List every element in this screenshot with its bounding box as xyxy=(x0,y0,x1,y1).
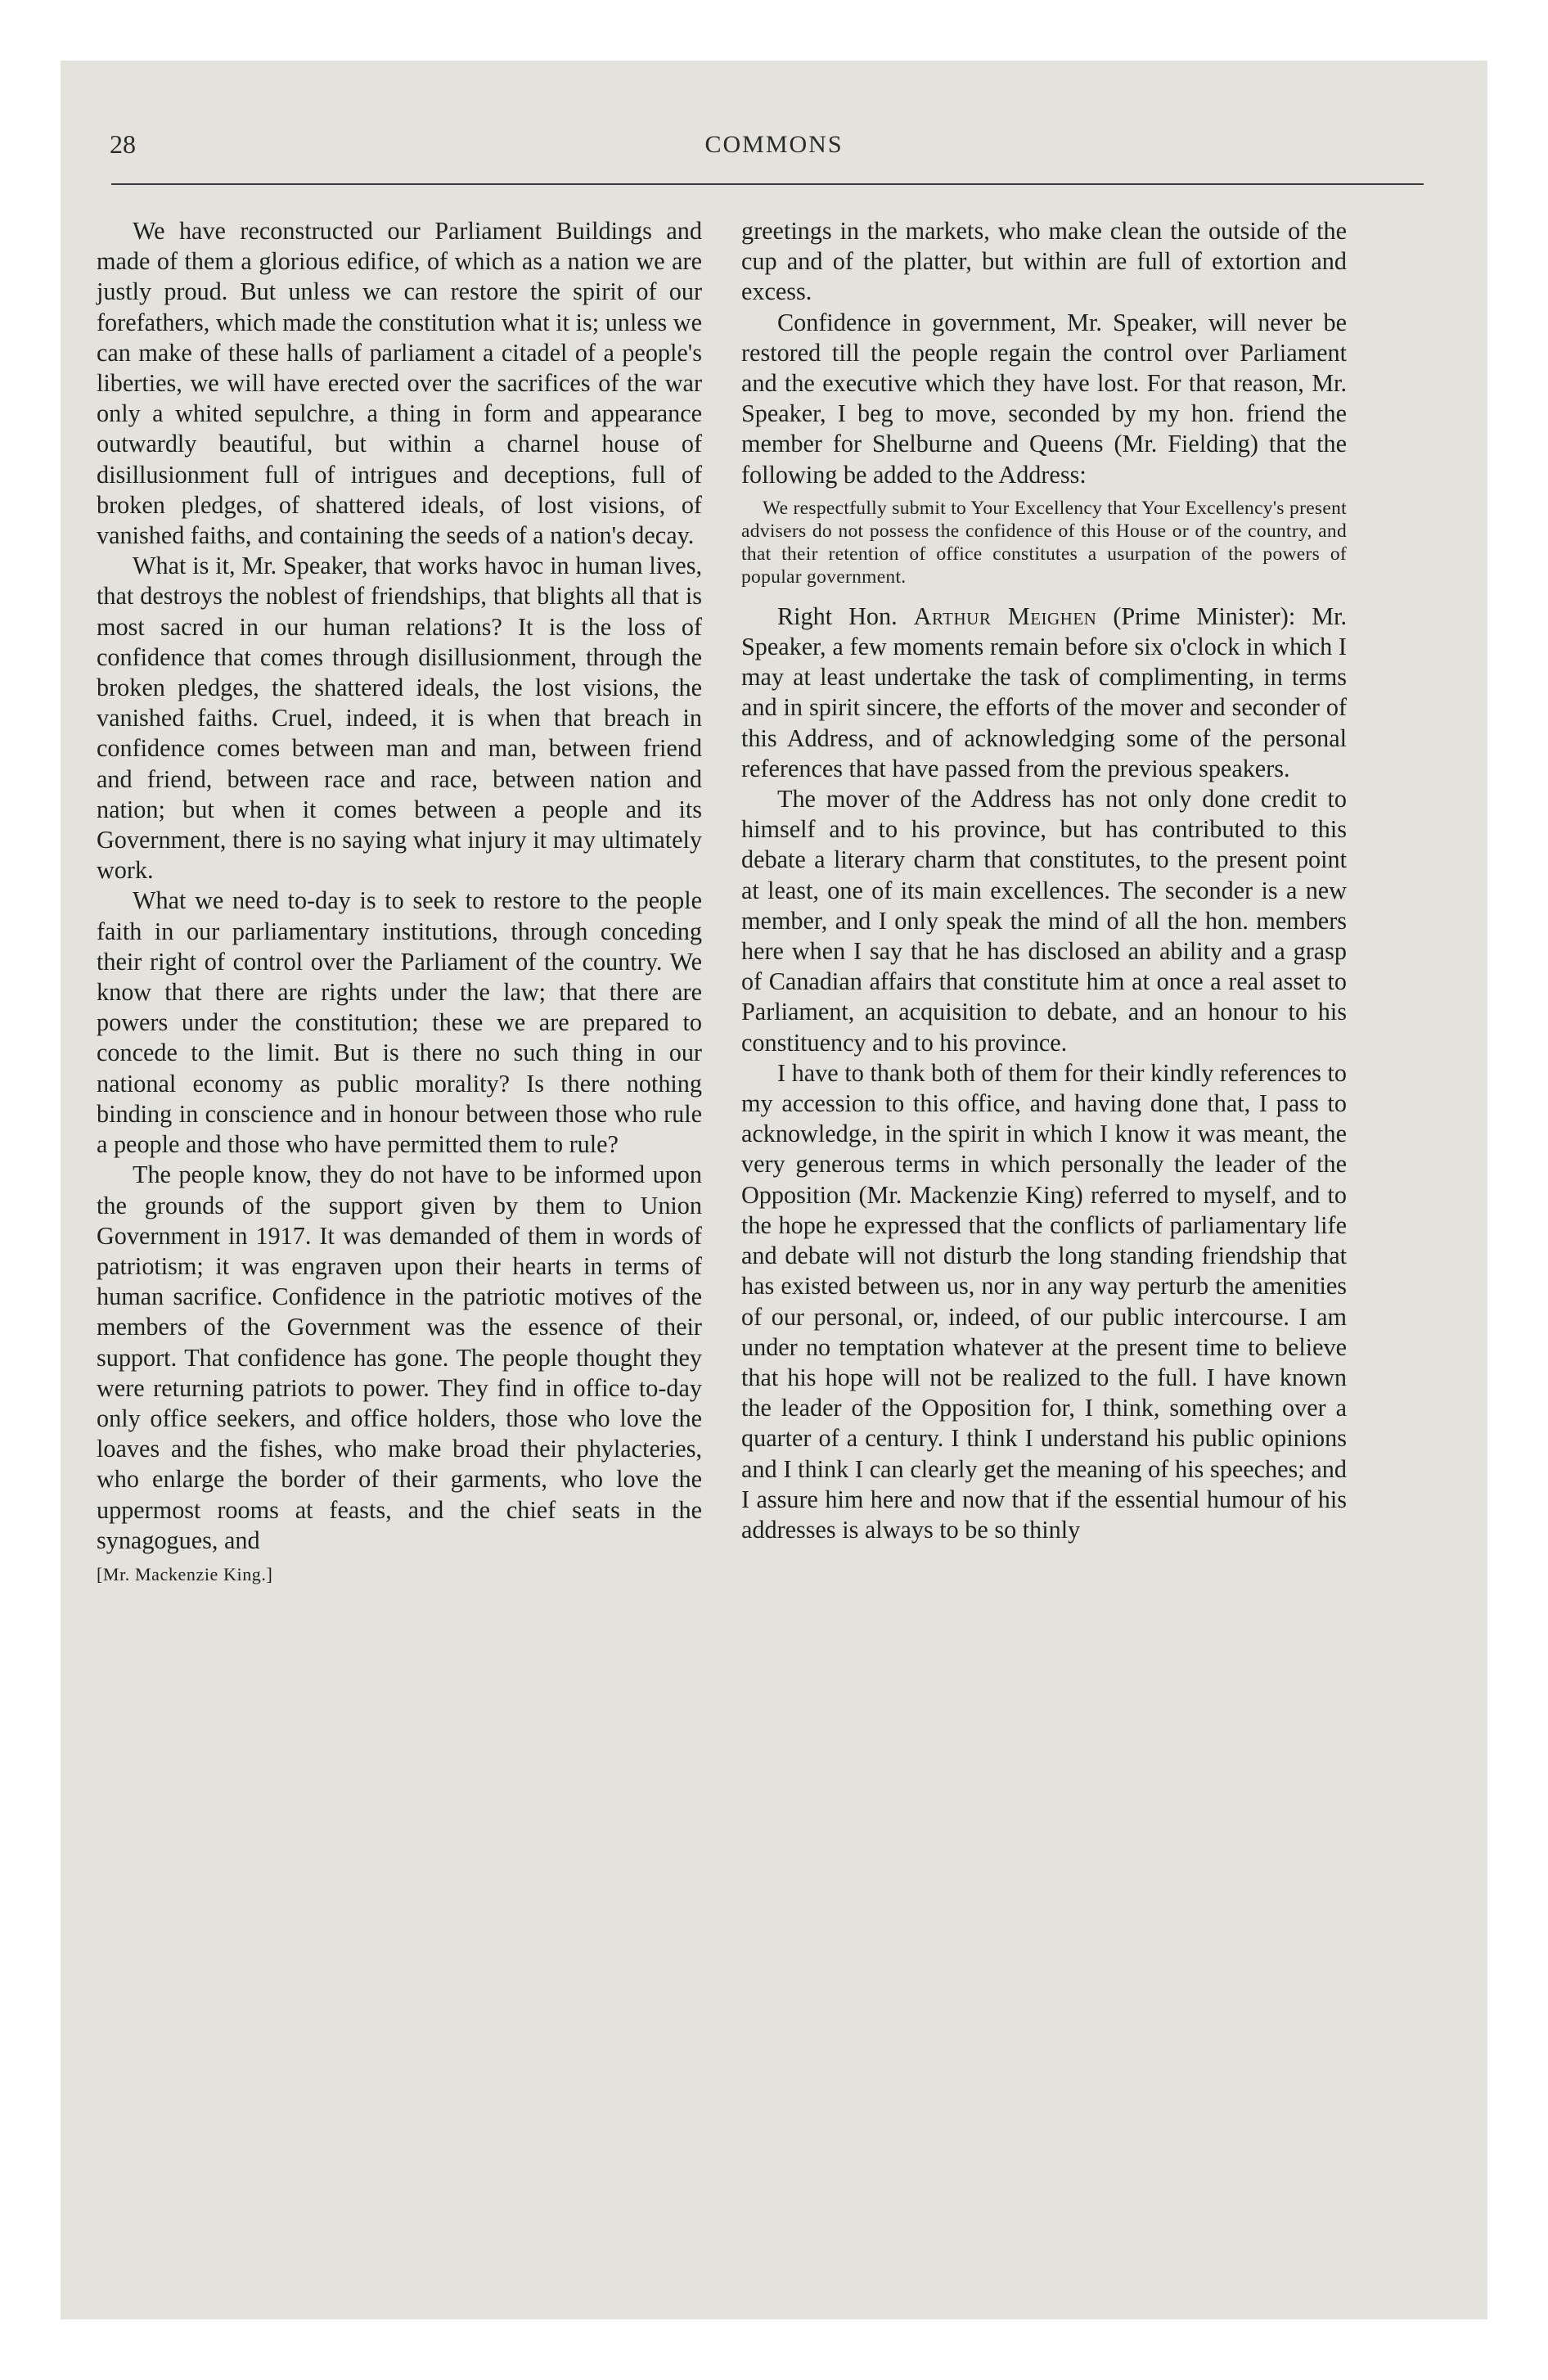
paragraph: What we need to-day is to seek to restore to the people faith in our parliamentary institutions, through conceding their right of control over the Parliament of the country. We know that there are rights under the law; that there are powers under the constitution; these we are prepared to concede to the limit. But is there no such thing in our national economy as public morality? Is there nothing binding in conscience and in honour between those who rule a people and those who have permitted them to rule? xyxy=(97,886,702,1159)
paragraph: What is it, Mr. Speaker, that works havoc in human lives, that destroys the noblest of friendships, that blights all that is most sacred in our human relations? It is the loss of confidence that comes through disillusionment, through the broken pledges, the shattered ideals, the lost visions, the vanished faiths. Cruel, indeed, it is when that breach in confidence comes between man and man, between friend and friend, between race and race, between nation and nation; but when it comes between a people and its Government, there is no saying what injury it may ultimately work. xyxy=(97,552,702,885)
page-number: 28 xyxy=(110,129,136,159)
speaker-title: Right Hon. xyxy=(777,602,914,630)
speech-text: (Prime Minister): Mr. Speaker, a few moments remain before six o'clock in which I may at least undertake the task of complimenting, in terms and in spirit sincere, the efforts of the mover and seconder of this Address, and of acknowledging some of the personal references that have passed from the previous speakers. xyxy=(741,602,1348,782)
paragraph: greetings in the markets, who make clean the outside of the cup and of the platter, but within are full of extortion and excess. xyxy=(741,217,1347,306)
paragraph: The mover of the Address has not only done credit to himself and to his province, but has contributed to this debate a literary charm that constitutes, to the present point at least, one of its main excellences. The seconder is a new member, and I only speak the mind of all the hon. members here when I say that he has disclosed an ability and a grasp of Canadian affairs that constitute him at once a real asset to Parliament, an acquisition to debate, and an honour to his constituency and to his province. xyxy=(741,785,1347,1057)
paragraph: I have to thank both of them for their kindly references to my accession to this office, and having done that, I pass to acknowledge, in the spirit in which I know it was meant, the very generous terms in which personally the leader of the Opposition (Mr. Mackenzie King) referred to myself, and to the hope he expressed that the conflicts of parliamentary life and debate will not disturb the long standing friendship that has existed between us, nor in any way perturb the amenities of our personal, or, indeed, of our public intercourse. I am under no temptation whatever at the present time to believe that his hope will not be realized to the full. I have known the leader of the Opposition for, I think, something over a quarter of a century. I think I understand his public opinions and I think I can clearly get the meaning of his speeches; and I assure him here and now that if the essential humour of his addresses is always to be so thinly xyxy=(741,1058,1347,1544)
right-column xyxy=(741,216,1347,1545)
speaker-paragraph xyxy=(741,602,1347,784)
amendment-quote: We respectfully submit to Your Excellency that Your Excellency's present advisers do not possess the confidence of this House or of the country, and that their retention of office constitutes a usurpation of the powers of popular government. xyxy=(741,497,1347,588)
speaker-name: Arthur Meighen xyxy=(913,602,1097,630)
page-header xyxy=(61,61,1487,192)
paragraph: We have reconstructed our Parliament Buildings and made of them a glorious edifice, of which as a nation we are justly proud. But unless we can restore the spirit of our forefathers, which made the constitution what it is; unless we can make of these halls of parliament a citadel of a people's liberties, we will have erected over the sacrifices of the war only a whited sepulchre, a thing in form and appearance outwardly beautiful, but within a charnel house of disillusionment full of intrigues and deceptions, full of broken pledges, of shattered ideals, of lost visions, of vanished faiths, and containing the seeds of a nation's decay. xyxy=(97,217,702,550)
running-title: COMMONS xyxy=(704,131,844,158)
left-column xyxy=(97,216,702,1589)
paragraph: The people know, they do not have to be informed upon the grounds of the support given by them to Union Government in 1917. It was demanded of them in words of patriotism; it was engraven upon their hearts in terms of human sacrifice. Confidence in the patriotic motives of the members of the Government was the essence of their support. That confidence has gone. The people thought they were returning patriots to power. They find in office to-day only office seekers, and office holders, those who love the loaves and the fishes, who make broad their phylacteries, who enlarge the border of their garments, who love the uppermost rooms at feasts, and the chief seats in the synagogues, and xyxy=(97,1161,702,1554)
paragraph: Confidence in government, Mr. Speaker, will never be restored till the people regain the control over Parliament and the executive which they have lost. For that reason, Mr. Speaker, I beg to move, seconded by my hon. friend the member for Shelburne and Queens (Mr. Fielding) that the following be added to the Address: xyxy=(741,308,1347,489)
speaker-attribution: [Mr. Mackenzie King.] xyxy=(97,1563,273,1584)
header-rule xyxy=(111,183,1424,185)
document-page xyxy=(61,61,1487,2319)
